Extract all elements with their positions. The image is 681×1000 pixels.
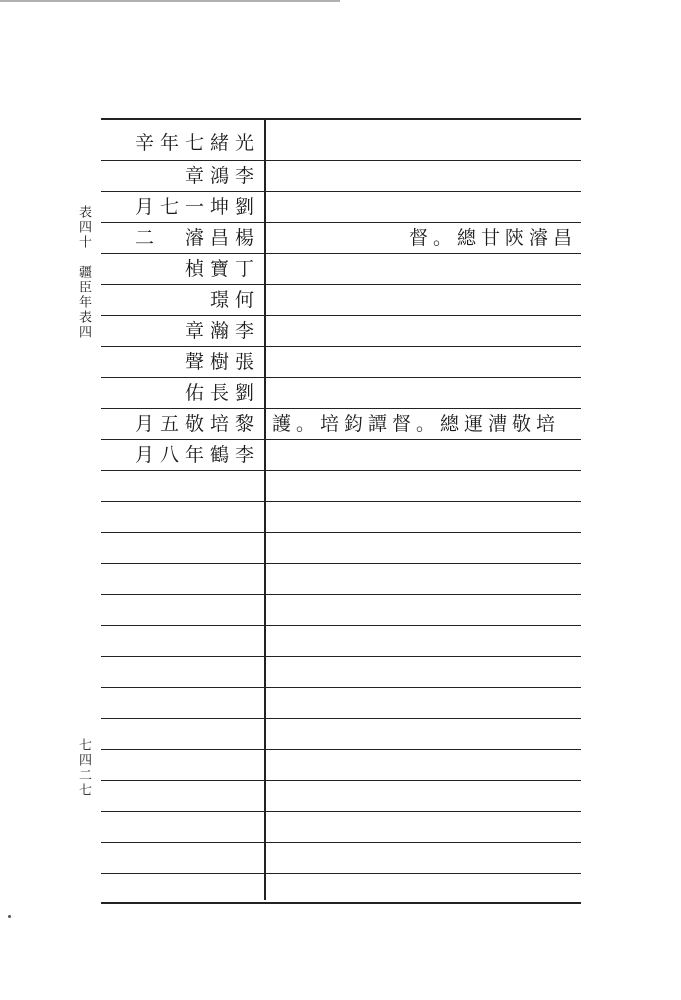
column-divider	[264, 118, 266, 900]
row-rule	[101, 408, 581, 409]
left-cell-3: 月七一坤劉	[134, 196, 260, 218]
row-rule	[101, 749, 581, 750]
row-rule	[101, 625, 581, 626]
page-number: 七四二七	[76, 738, 91, 798]
table-bottom-rule	[101, 902, 581, 904]
row-rule	[101, 842, 581, 843]
row-rule	[101, 315, 581, 316]
row-rule	[101, 439, 581, 440]
row-rule	[101, 346, 581, 347]
side-title: 表四十 疆臣年表四	[76, 204, 91, 340]
row-rule	[101, 284, 581, 285]
row-rule	[101, 718, 581, 719]
left-cell-10: 月五敬培黎	[134, 413, 260, 435]
right-cell-4: 督。總甘陝濬昌	[408, 227, 577, 249]
left-cell-8: 聲樹張	[184, 351, 260, 373]
row-rule	[101, 501, 581, 502]
table-top-rule	[101, 118, 581, 120]
left-cell-9: 佑長劉	[184, 382, 260, 404]
left-cell-6: 璟何	[209, 289, 260, 311]
top-scan-edge	[0, 0, 340, 2]
row-rule	[101, 377, 581, 378]
left-cell-2: 章鴻李	[184, 165, 260, 187]
row-rule	[101, 532, 581, 533]
row-rule	[101, 191, 581, 192]
row-rule	[101, 811, 581, 812]
row-rule	[101, 253, 581, 254]
row-rule	[101, 470, 581, 471]
left-cell-1: 辛年七緒光	[134, 132, 260, 154]
right-cell-10: 護。培鈞譚督。總運漕敬培	[272, 413, 561, 435]
scan-speck	[8, 915, 11, 918]
left-cell-5: 楨寶丁	[184, 258, 260, 280]
row-rule	[101, 656, 581, 657]
row-rule	[101, 222, 581, 223]
row-rule	[101, 594, 581, 595]
left-cell-4: 二 濬昌楊	[134, 227, 260, 249]
row-rule	[101, 160, 581, 161]
left-cell-7: 章瀚李	[184, 320, 260, 342]
row-rule	[101, 563, 581, 564]
row-rule	[101, 687, 581, 688]
left-cell-11: 月八年鶴李	[134, 444, 260, 466]
row-rule	[101, 780, 581, 781]
row-rule	[101, 873, 581, 874]
